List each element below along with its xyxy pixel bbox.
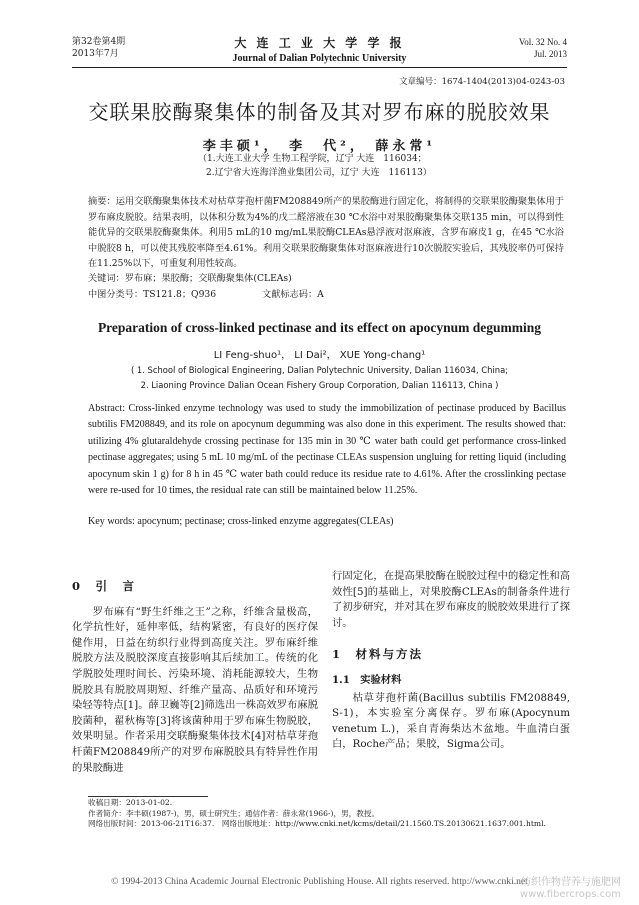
keywords-en: Key words: apocynum; pectinase; cross-linked enzyme aggregates(CLEAs) [88,516,394,527]
affiliation-en-1: ( 1. School of Biological Engineering, Dalian Polytechnic University, Dalian 116034, China; [130,365,509,375]
keywords-cn: 关键词：罗布麻；果胶酶；交联酶聚集体(CLEAs) [88,273,292,284]
authors-cn: 李丰硕¹， 李 代²， 薛永常¹ [202,139,437,154]
authors-en: LI Feng-shuo¹， LI Dai²， XUE Yong-chang¹ [213,350,426,361]
footnote-online: 网络出版时间：2013-06-21T16:37. 网络出版地址：http://www.cnki.net/kcms/detail/21.1560.TS.20130621.1637.001.html. [88,819,546,828]
subsection-1-1-heading: 1.1 实验材料 [332,673,402,686]
watermark-url: www.fibercrops.com [519,889,621,900]
volume-issue-cn: 第32卷第4期 [72,37,126,47]
section-0-continuation: 行固定化，在提高果胶酶在脱胶过程中的稳定性和高效性[5]的基础上，对果胶酶CLEAs的制备条件进行了初步研究，并对其在罗布麻皮的脱胶效果进行了探讨。 [332,570,570,629]
footnote-received: 收稿日期：2013-01-02. [88,798,173,807]
journal-name-cn: 大 连 工 业 大 学 学 报 [234,36,405,50]
title-cn: 交联果胶酶聚集体的制备及其对罗布麻的脱胶效果 [88,100,551,124]
copyright-line: © 1994-2013 China Academic Journal Electronic Publishing House. All rights reserved. http://www.cnki.net [111,876,528,887]
footnote-rule [88,796,208,797]
abstract-cn: 摘要：运用交联酶聚集体技术对枯草芽孢杆菌FM208849所产的果胶酶进行固定化，将制得的交联果胶酶聚集体用于罗布麻皮脱胶。结果表明，以体积分数为4%的戊二醛溶液在30 ℃水浴中对果胶酶聚集体交联135 min，可以得到性能优异的交联果胶酶聚集体。利用5 mL的10 mg/mL果胶酶CLEAs悬浮液对沤麻液，含罗布麻皮1 g，在45 ℃水浴中脱胶8 h，可以使其残胶率降至4.61%。利用交联果胶酶聚集体对沤麻液进行10次脱胶实验后，其残胶率仍可保持在11.25%以下，可重复利用性较高。 [88,196,564,269]
classification-cn: 中图分类号：TS121.8；Q936 文献标志码：A [88,289,324,300]
affiliation-cn-1: （1.大连工业大学 生物工程学院，辽宁 大连 116034； [198,154,427,164]
year-month-cn: 2013年7月 [72,49,119,59]
abstract-en: Abstract: Cross-linked enzyme technology was used to study the immobilization of pectinase produced by Bacillus subtilis FM208849, and its role on apocynum degumming was also done in this experiment. The results showed that: utilizing 4% glutaraldehyde crossing pectinase for 135 min in 30 ℃ water bath could get performance cross-linked pectinase aggregates; using 5 mL 10 mg/mL of the pectinase CLEAs suspension ungluing for retting liquid (including apocynum skin 1 g) for 8 h in 45 ℃ water bath could reduce its residue rate to 4.61%. After the crosslinking pectase were re-used for 10 times, the residual rate can still be maintained below 11.25%. [88,403,566,497]
title-en: Preparation of cross-linked pectinase and its effect on apocynum degumming [97,320,542,335]
header-rule [72,67,567,68]
watermark: 纺织作物营养与施肥网 [521,877,621,888]
affiliation-en-2: 2. Liaoning Province Dalian Ocean Fishery Group Corporation, Dalian 116113, China ) [140,380,499,390]
journal-volume-en [519,36,567,60]
section-0-text: 罗布麻有“野生纤维之王”之称，纤维含量极高，化学抗性好，延伸率低，结构紧密，有良好的医疗保健作用，日益在纺织行业得到高度关注。罗布麻纤维脱胶方法及脱胶深度直接影响其后续加工。传统的化学脱胶处理时间长、污染环境、消耗能源较大，生物脱胶具有脱胶周期短、纤维产量高、品质好和环境污染轻等特点[1]。薛卫巍等[2]筛选出一株高效罗布麻脱胶菌种，翟秋梅等[3]将该菌种用于罗布麻生物脱胶，效果明显。作者采用交联酶聚集体技术[4]对枯草芽孢杆菌FM208849所产的对罗布麻脱胶具有特异性作用的果胶酶进 [72,605,318,774]
section-1-heading: 1 材料与方法 [332,647,424,662]
section-0-heading: 0 引 言 [72,579,137,593]
date-en: Jul. 2013 [533,49,567,59]
affiliations-en [0,363,639,393]
affiliations-cn [198,152,432,180]
footnote-authors: 作者简介：李丰硕(1987-)，男，硕士研究生；通信作者：薛永常(1966-)，男，教授。 [88,808,380,818]
footnotes [88,798,568,830]
subsection-1-1-text: 枯草芽孢杆菌(Bacillus subtilis FM208849, S-1)，本实验室分离保存。罗布麻(Apocynum venetum L.)，采自青海柴达木盆地。牛血清白蛋白，Roche产品；果胶，Sigma公司。 [332,691,570,751]
body-right-column [332,569,570,753]
article-number: 文章编号：1674-1404(2013)04-0243-03 [399,77,565,87]
affiliation-cn-2: 2.辽宁省大连海洋渔业集团公司，辽宁 大连 116113） [206,168,432,178]
volume-issue-en: Vol. 32 No. 4 [518,37,567,47]
journal-name-en: Journal of Dalian Polytechnic University [232,53,407,64]
body-left-column [72,569,318,776]
